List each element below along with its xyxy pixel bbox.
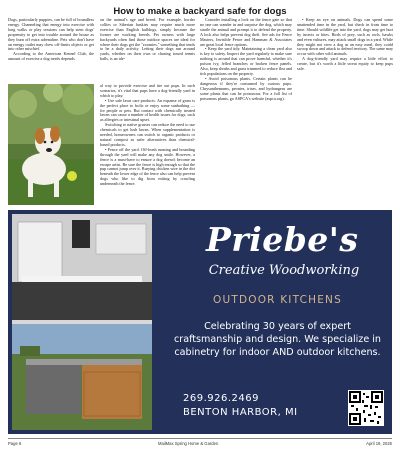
paragraph: • Keep the yard tidy. Maintaining a clean yard also is key to safety. Inspect the yard regularly to make sure nothing is around that can prove harmful, whether it's poison ivy, felled branches or broken fence panels. Also, keep shrubs and grass trimmed to reduce flea and tick populations on the property.	[200, 46, 292, 76]
paragraph: Switching to native grasses can reduce the need to use chemicals to get lush lawns. When supplementation is needed, homeowners can switch to organic products or natural compost as safer alternatives than chemical-based products.	[100, 122, 195, 147]
paragraph: According to the American Kennel Club, the amount of exercise a dog needs depends	[8, 51, 94, 62]
priebes-advertisement[interactable]	[8, 210, 392, 434]
qr-code-icon[interactable]	[348, 390, 384, 426]
paragraph: • Avoid poisonous plants. Certain plants can be dangerous if they're consumed by curious pups. Chrysanthemums, peonies, irises, and hydrangeas are some plants that can be poisonous. For a full list of poisonous plants, go ASPCA's website (aspca.org).	[200, 75, 292, 101]
page-footer	[8, 441, 392, 449]
paragraph: on the animal's age and breed. For example, border collies or Siberian huskies may require much more exercise than English bulldogs, simply because the former are working breeds. Pet owners with large backyards often find those outdoor spaces are ideal for where their dogs get the "zoomies," something that tends to be a daily activity. Letting their dogs run around yards, whether on their own or chasing tossed tennis balls, is an ide-	[100, 18, 195, 62]
article-column-2-continued	[100, 84, 195, 208]
ad-phone[interactable]: 269.926.2469	[183, 393, 259, 404]
ad-category: OUTDOOR KITCHENS	[213, 294, 342, 306]
paragraph: A dog-friendly yard may require a little effort to create, but it's worth a little sweat equity to keep pups safe.	[297, 56, 393, 72]
ad-location: BENTON HARBOR, MI	[183, 407, 298, 418]
paragraph: • Keep an eye on animals. Dogs can spend some unattended time in the yard, but check in from time to time. Should wildlife get into the yard, dogs may get hurt by insects or bites. Birds of prey, such as owls, hawks and even vultures, may attack small dogs in a yard. While they might not view a dog as an easy meal, they could swoop down and attack to defend territory. The same may occur with other wild animals.	[297, 18, 393, 57]
kitchen-photos	[12, 214, 152, 430]
page-number: Page 6	[8, 441, 22, 446]
article-title: How to make a backyard safe for dogs	[113, 6, 287, 17]
brand-name: Priebe's	[206, 220, 359, 259]
paragraph: • Fence off the yard. Off-leash running and bounding through the yard will make any dog smile. However, a fence is a must-have to ensure a dog doesn't become an escape artist. Be sure the fence is high enough so that the pup cannot jump over it. Burying chicken wire in the dirt beneath the lower edge of the fence also can help prevent dogs who like to dig from exiting by crawling underneath the fence.	[100, 146, 195, 187]
paragraph: • Use safe lawn care products. An expanse of grass is the perfect place to frolic or enjoy some sunbathing — for people or pets. But contact with chemically treated lawns can cause a number of health issues for dogs, such as allergies or intestinal upset.	[100, 97, 195, 123]
paragraph: al way to provide exercise and tire out pups. In such scenarios, it's vital that pups have a dog-friendly yard in which to play.	[100, 84, 195, 98]
article-column-2	[100, 18, 195, 84]
brand-tagline: Creative Woodworking	[208, 263, 360, 278]
footer-divider	[8, 438, 392, 439]
article-column-3	[200, 18, 292, 208]
article-column-1	[8, 18, 94, 84]
paragraph: Consider installing a lock on the fence gate so that no one can wander in and surprise the dog, which may startle the animal and prompt it to defend the property. A lock also helps prevent dog theft. See ads for Fence Masters, Invisible Fence and Hamman & Associates are great local fence options.	[200, 18, 292, 47]
article-column-4	[297, 18, 393, 204]
ad-body-text: Celebrating 30 years of expert craftsmanship and design. We specialize in cabinetry for indoor AND outdoor kitchens.	[173, 321, 382, 358]
publication-name: MailMax Spring Home & Garden	[158, 441, 219, 446]
dog-photo	[8, 84, 94, 205]
publication-date: April 19, 2025	[366, 441, 392, 446]
paragraph: Dogs, particularly puppies, can be full of boundless energy. Channeling that energy into exercise with long walks or play sessions can help stem dogs' propensity to get into trouble around the house as they burn off extra adrenaline. Pets who don't have an energy outlet may chew off-limits objects or get into other mischief.	[8, 18, 94, 52]
